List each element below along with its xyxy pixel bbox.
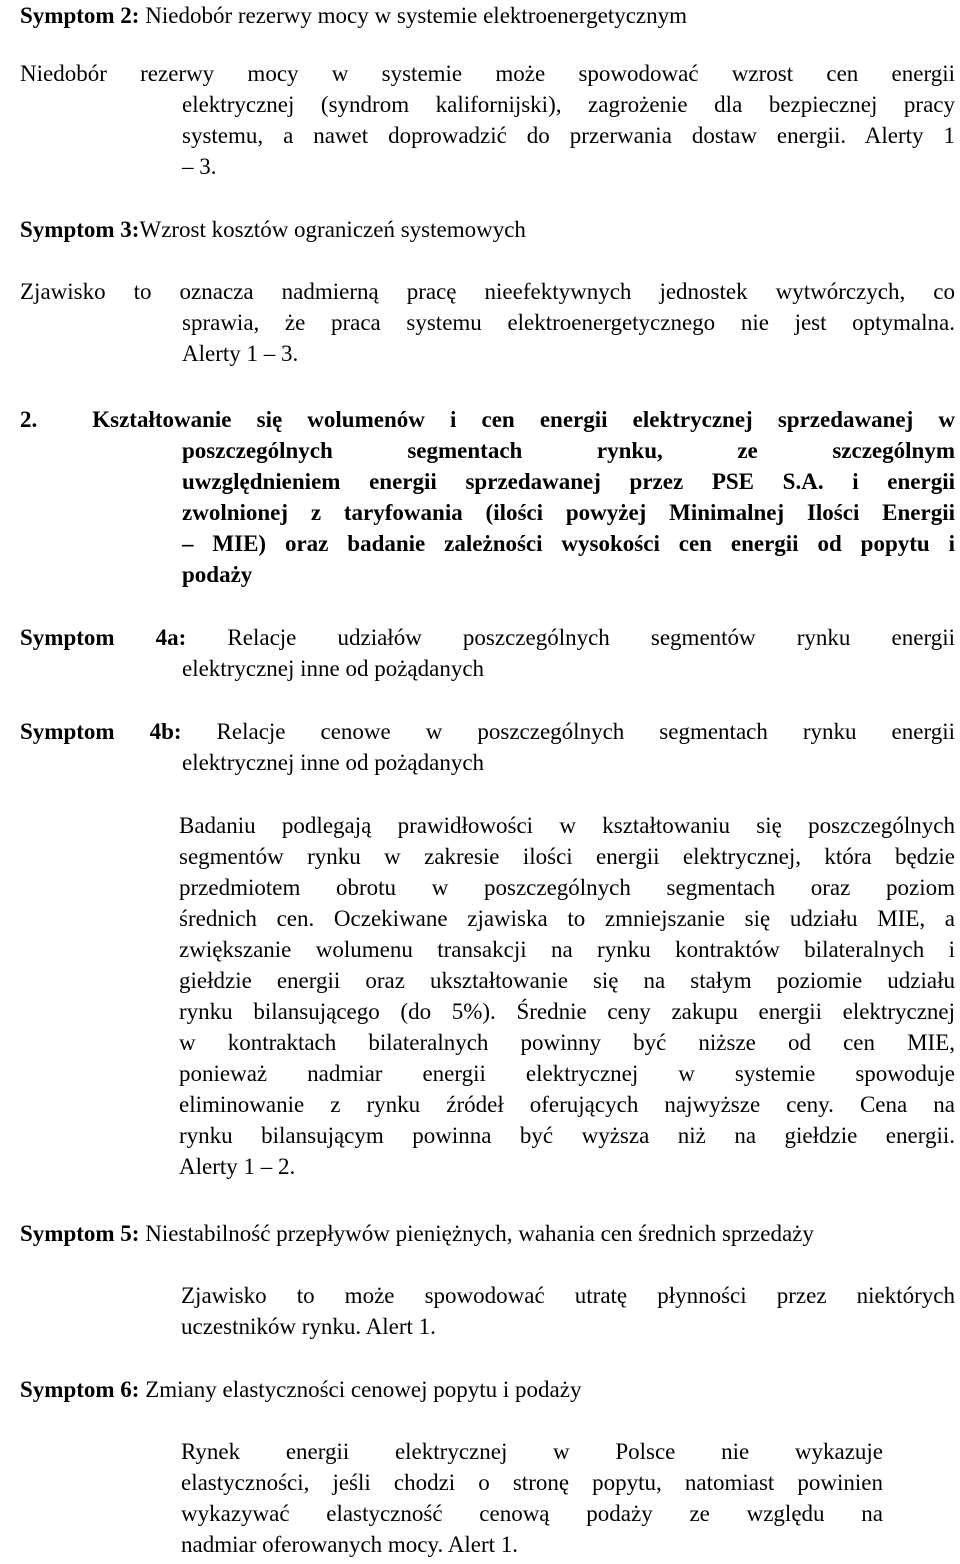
symptom-3-paragraph (20, 276, 955, 369)
symptom-2-label: Symptom 2: (20, 3, 140, 28)
symptom-3-label: Symptom 3: (20, 217, 140, 242)
section-2-line: uwzględnieniem energii sprzedawanej przez PSE S.A. i energii (182, 469, 955, 494)
symptom-6-label: Symptom 6: (20, 1377, 140, 1402)
paragraph-line: elektrycznej (syndrom kalifornijski), zagrożenie dla bezpiecznej pracy (182, 92, 955, 117)
section-2-text: Kształtowanie się wolumenów i cen energii elektrycznej sprzedawanej w (92, 407, 955, 432)
symptom-4b-title: Relacje cenowe w poszczególnych segmentach rynku energii (181, 719, 955, 744)
symptom-5-paragraph (181, 1280, 955, 1342)
heading-line (20, 716, 955, 747)
paragraph-line: rynku bilansującego (do 5%). Średnie ceny zakupu energii elektrycznej (179, 999, 955, 1024)
paragraph-line: sprawia, że praca systemu elektroenergetycznego nie jest optymalna. (182, 310, 955, 335)
section-2-line: – MIE) oraz badanie zależności wysokości cen energii od popytu i (182, 531, 955, 556)
heading-line: elektrycznej inne od pożądanych (182, 656, 485, 681)
heading-line (20, 622, 955, 653)
symptom-2-title: Niedobór rezerwy mocy w systemie elektroenergetycznym (139, 3, 688, 28)
symptom-6-title: Zmiany elastyczności cenowej popytu i podaży (139, 1377, 582, 1402)
paragraph-line: Rynek energii elektrycznej w Polsce nie wykazuje (181, 1439, 883, 1464)
paragraph-line: Niedobór rezerwy mocy w systemie może spowodować wzrost cen energii (20, 61, 955, 86)
section-2-line: podaży (182, 562, 253, 587)
paragraph-line: uczestników rynku. Alert 1. (181, 1314, 436, 1339)
paragraph-line: przedmiotem obrotu w poszczególnych segmentach oraz poziom (179, 875, 955, 900)
symptom-4a-heading (20, 622, 955, 684)
paragraph-line: Alerty 1 – 3. (182, 341, 299, 366)
paragraph-line: Zjawisko to oznacza nadmierną pracę nieefektywnych jednostek wytwórczych, co (20, 279, 955, 304)
paragraph-line: segmentów rynku w zakresie ilości energii elektrycznej, która będzie (179, 844, 955, 869)
heading-line: elektrycznej inne od pożądanych (182, 750, 485, 775)
symptom-3-title: Wzrost kosztów ograniczeń systemowych (139, 217, 526, 242)
symptom-5-title: Niestabilność przepływów pieniężnych, wahania cen średnich sprzedaży (139, 1221, 814, 1246)
symptom-6-heading (20, 1374, 581, 1405)
paragraph-line: wykazywać elastyczność cenową podaży ze względu na (181, 1501, 883, 1526)
paragraph-line: systemu, a nawet doprowadzić do przerwania dostaw energii. Alerty 1 (182, 123, 955, 148)
symptom-5-heading (20, 1218, 814, 1249)
symptom-4b-label: Symptom 4b: (20, 719, 182, 744)
symptom-4-paragraph (179, 810, 955, 1182)
paragraph-line: zwiększanie wolumenu transakcji na rynku kontraktów bilateralnych i (179, 937, 955, 962)
section-2-line (20, 404, 955, 435)
symptom-4a-title: Relacje udziałów poszczególnych segmentów rynku energii (186, 625, 955, 650)
section-2-number: 2. (20, 407, 38, 432)
paragraph-line: – 3. (182, 154, 217, 179)
paragraph-line: Zjawisko to może spowodować utratę płynności przez niektórych (181, 1283, 955, 1308)
paragraph-line: w kontraktach bilateralnych powinny być niższe od cen MIE, (179, 1030, 955, 1055)
paragraph-line: ponieważ nadmiar energii elektrycznej w systemie spowoduje (179, 1061, 955, 1086)
symptom-4b-heading (20, 716, 955, 778)
symptom-2-heading (20, 0, 687, 31)
paragraph-line: Badaniu podlegają prawidłowości w kształtowaniu się poszczególnych (179, 813, 955, 838)
paragraph-line: rynku bilansującym powinna być wyższa niż na giełdzie energii. (179, 1123, 955, 1148)
paragraph-line: eliminowanie z rynku źródeł oferujących najwyższe ceny. Cena na (179, 1092, 955, 1117)
paragraph-line: elastyczności, jeśli chodzi o stronę popytu, natomiast powinien (181, 1470, 883, 1495)
paragraph-line: nadmiar oferowanych mocy. Alert 1. (181, 1532, 519, 1557)
section-2-line: zwolnionej z taryfowania (ilości powyżej Minimalnej Ilości Energii (182, 500, 955, 525)
symptom-2-paragraph (20, 58, 955, 182)
symptom-6-paragraph (181, 1436, 883, 1560)
symptom-3-heading (20, 214, 526, 245)
paragraph-line: giełdzie energii oraz ukształtowanie się na stałym poziomie udziału (179, 968, 955, 993)
paragraph-line: Alerty 1 – 2. (179, 1154, 296, 1179)
symptom-4a-label: Symptom 4a: (20, 625, 187, 650)
paragraph-line: średnich cen. Oczekiwane zjawiska to zmniejszanie się udziału MIE, a (179, 906, 955, 931)
section-2-line: poszczególnych segmentach rynku, ze szczególnym (182, 438, 955, 463)
section-2-heading (20, 404, 955, 590)
symptom-5-label: Symptom 5: (20, 1221, 140, 1246)
